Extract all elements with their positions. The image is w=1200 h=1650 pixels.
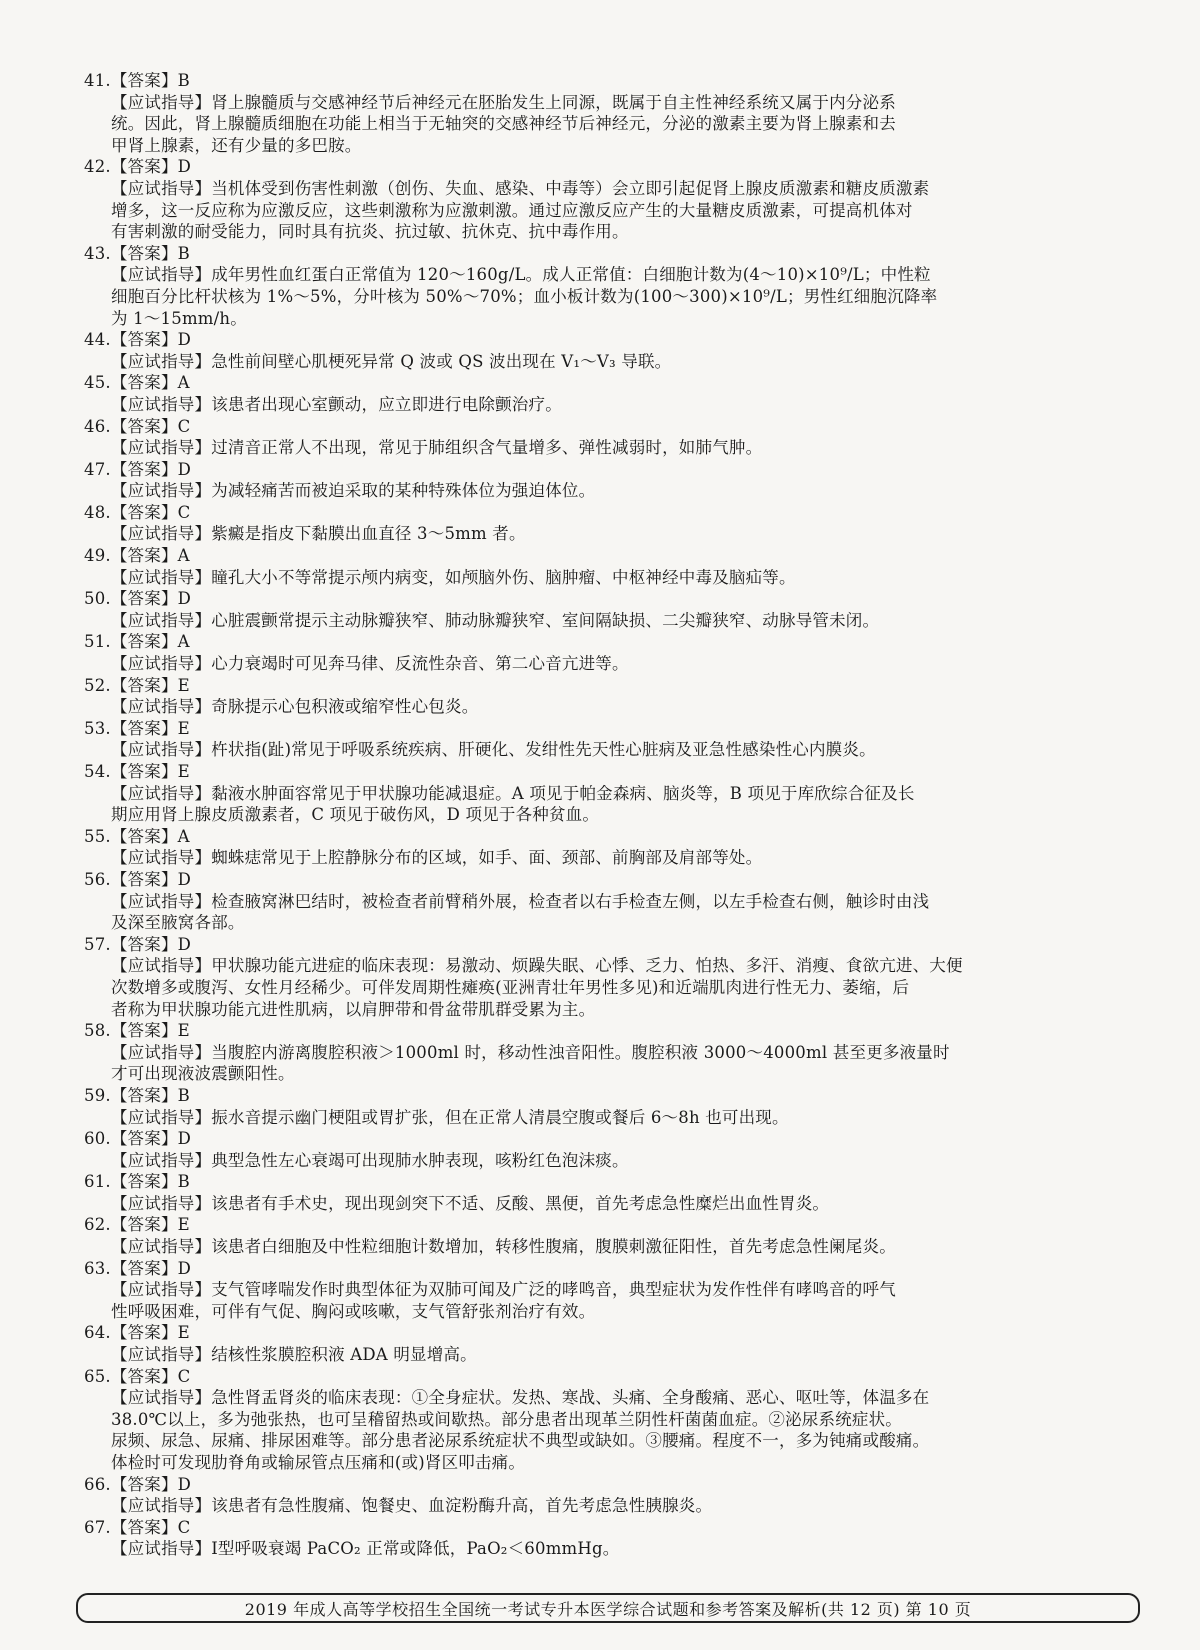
answer-label: 【答案】E bbox=[110, 1215, 190, 1235]
answer-line bbox=[84, 675, 1134, 697]
guide-continuation: 增多，这一反应称为应激反应，这些刺激称为应激刺激。通过应激反应产生的大量糖皮质激素，可提高机体对 bbox=[111, 200, 913, 220]
answer-label: 【答案】E bbox=[110, 1021, 190, 1041]
guide-continuation: 及深至腋窝各部。 bbox=[111, 913, 245, 933]
answer-line bbox=[84, 588, 1134, 610]
answer-label: 【答案】D bbox=[110, 157, 192, 177]
answer-label: 【答案】A bbox=[110, 546, 190, 566]
answer-label: 【答案】A bbox=[110, 632, 190, 652]
question-number: 49. bbox=[84, 546, 111, 566]
guide-text: 【应试指导】该患者出现心室颤动，应立即进行电除颤治疗。 bbox=[111, 394, 562, 414]
guide-text: 【应试指导】甲状腺功能亢进症的临床表现：易激动、烦躁失眠、心悸、乏力、怕热、多汗、消瘦、食欲亢进、大便 bbox=[111, 956, 963, 976]
answer-item bbox=[84, 869, 1134, 934]
question-number: 50. bbox=[84, 589, 111, 609]
answer-label: 【答案】E bbox=[110, 718, 190, 738]
answer-item bbox=[84, 826, 1134, 869]
question-number: 56. bbox=[84, 869, 111, 889]
answer-item bbox=[84, 1517, 1134, 1560]
answer-line bbox=[84, 761, 1134, 783]
answer-item bbox=[84, 502, 1134, 545]
footer-text: 2019 年成人高等学校招生全国统一考试专升本医学综合试题和参考答案及解析(共 12 页) 第 10 页 bbox=[244, 1599, 972, 1619]
guide-continuation: 细胞百分比杆状核为 1%～5%，分叶核为 50%～70%；血小板计数为(100～300)×10⁹/L；男性红细胞沉降率 bbox=[111, 286, 938, 306]
answer-line bbox=[84, 1128, 1134, 1150]
question-number: 48. bbox=[84, 502, 111, 522]
guide-continuation: 次数增多或腹泻、女性月经稀少。可伴发周期性瘫痪(亚洲青壮年男性多见)和近端肌肉进行性无力、萎缩，后 bbox=[111, 977, 910, 997]
guide-text: 【应试指导】结核性浆膜腔积液 ADA 明显增高。 bbox=[111, 1345, 477, 1365]
guide-text: 【应试指导】Ⅰ型呼吸衰竭 PaCO₂ 正常或降低，PaO₂＜60mmHg。 bbox=[111, 1539, 620, 1559]
question-number: 59. bbox=[84, 1085, 111, 1105]
question-number: 42. bbox=[84, 157, 111, 177]
answer-item bbox=[84, 372, 1134, 415]
answer-label: 【答案】B bbox=[110, 1172, 190, 1192]
answer-item bbox=[84, 934, 1134, 1020]
question-number: 66. bbox=[84, 1474, 111, 1494]
guide-text: 【应试指导】急性前间壁心肌梗死异常 Q 波或 QS 波出现在 V₁～V₃ 导联。 bbox=[111, 351, 672, 371]
answer-label: 【答案】C bbox=[110, 1517, 191, 1537]
guide-continuation: 为 1～15mm/h。 bbox=[111, 308, 247, 328]
guide-text: 【应试指导】杵状指(趾)常见于呼吸系统疾病、肝硬化、发绀性先天性心脏病及亚急性感染性心内膜炎。 bbox=[111, 740, 876, 760]
answer-line bbox=[84, 631, 1134, 653]
guide-continuation: 尿频、尿急、尿痛、排尿困难等。部分患者泌尿系统症状不典型或缺如。③腰痛。程度不一，多为钝痛或酸痛。 bbox=[111, 1431, 930, 1451]
guide-text: 【应试指导】奇脉提示心包积液或缩窄性心包炎。 bbox=[111, 697, 479, 717]
question-number: 63. bbox=[84, 1258, 111, 1278]
answer-line bbox=[84, 416, 1134, 438]
question-number: 46. bbox=[84, 416, 111, 436]
guide-text: 【应试指导】当腹腔内游离腹腔积液＞1000ml 时，移动性浊音阳性。腹腔积液 3000～4000ml 甚至更多液量时 bbox=[111, 1042, 950, 1062]
guide-continuation: 38.0℃以上，多为弛张热，也可呈稽留热或间歇热。部分患者出现革兰阴性杆菌菌血症。②泌尿系统症状。 bbox=[111, 1409, 902, 1429]
answer-line bbox=[84, 545, 1134, 567]
answer-item bbox=[84, 243, 1134, 329]
answer-item bbox=[84, 1085, 1134, 1128]
answer-label: 【答案】D bbox=[110, 1474, 192, 1494]
answer-line bbox=[84, 372, 1134, 394]
answer-item bbox=[84, 545, 1134, 588]
guide-continuation: 才可出现液波震颤阳性。 bbox=[111, 1064, 295, 1084]
guide-text: 【应试指导】典型急性左心衰竭可出现肺水肿表现，咳粉红色泡沫痰。 bbox=[111, 1150, 629, 1170]
question-number: 54. bbox=[84, 762, 111, 781]
answer-line bbox=[84, 1474, 1134, 1496]
answer-item bbox=[84, 329, 1134, 372]
answer-line bbox=[84, 934, 1134, 956]
question-number: 44. bbox=[84, 330, 111, 350]
guide-text: 【应试指导】急性肾盂肾炎的临床表现：①全身症状。发热、寒战、头痛、全身酸痛、恶心、呕吐等，体温多在 bbox=[111, 1388, 930, 1408]
guide-text: 【应试指导】黏液水肿面容常见于甲状腺功能减退症。A 项见于帕金森病、脑炎等，B 项见于库欣综合征及长 bbox=[111, 783, 915, 803]
guide-text: 【应试指导】过清音正常人不出现，常见于肺组织含气量增多、弹性减弱时，如肺气肿。 bbox=[111, 438, 763, 458]
answer-line bbox=[84, 1517, 1134, 1539]
answer-item bbox=[84, 631, 1134, 674]
answer-line bbox=[84, 1214, 1134, 1236]
answer-item bbox=[84, 70, 1134, 156]
answer-label: 【答案】A bbox=[110, 826, 190, 846]
guide-text: 【应试指导】支气管哮喘发作时典型体征为双肺可闻及广泛的哮鸣音，典型症状为发作性伴有哮鸣音的呼气 bbox=[111, 1280, 896, 1300]
question-number: 43. bbox=[84, 243, 111, 263]
question-number: 51. bbox=[84, 632, 111, 652]
answer-line bbox=[84, 1322, 1134, 1344]
answer-line bbox=[84, 826, 1134, 848]
question-number: 61. bbox=[84, 1172, 111, 1192]
answer-item bbox=[84, 1322, 1134, 1365]
answer-line bbox=[84, 718, 1134, 740]
answer-label: 【答案】D bbox=[110, 869, 192, 889]
guide-continuation: 性呼吸困难，可伴有气促、胸闷或咳嗽，支气管舒张剂治疗有效。 bbox=[111, 1301, 596, 1321]
question-number: 65. bbox=[84, 1366, 111, 1386]
answer-line bbox=[84, 70, 1134, 92]
answer-item bbox=[84, 761, 1134, 826]
answer-line bbox=[84, 1020, 1134, 1042]
guide-continuation: 有害刺激的耐受能力，同时具有抗炎、抗过敏、抗休克、抗中毒作用。 bbox=[111, 222, 629, 242]
answer-list bbox=[84, 70, 1134, 1560]
answer-label: 【答案】D bbox=[110, 589, 192, 609]
guide-text: 【应试指导】当机体受到伤害性刺激（创伤、失血、感染、中毒等）会立即引起促肾上腺皮质激素和糖皮质激素 bbox=[111, 178, 930, 198]
answer-line bbox=[84, 1258, 1134, 1280]
answer-item bbox=[84, 718, 1134, 761]
answer-line bbox=[84, 459, 1134, 481]
answer-item bbox=[84, 588, 1134, 631]
guide-text: 【应试指导】成年男性血红蛋白正常值为 120～160g/L。成人正常值：白细胞计数为(4～10)×10⁹/L；中性粒 bbox=[111, 265, 931, 285]
answer-line bbox=[84, 502, 1134, 524]
answer-line bbox=[84, 869, 1134, 891]
answer-item bbox=[84, 1171, 1134, 1214]
guide-text: 【应试指导】心力衰竭时可见奔马律、反流性杂音、第二心音亢进等。 bbox=[111, 654, 629, 674]
answer-label: 【答案】B bbox=[110, 71, 190, 90]
answer-item bbox=[84, 1214, 1134, 1257]
answer-label: 【答案】C bbox=[110, 502, 191, 522]
question-number: 45. bbox=[84, 373, 111, 393]
guide-text: 【应试指导】为减轻痛苦而被迫采取的某种特殊体位为强迫体位。 bbox=[111, 481, 596, 501]
guide-continuation: 体检时可发现肋脊角或输尿管点压痛和(或)肾区叩击痛。 bbox=[111, 1453, 526, 1472]
answer-item bbox=[84, 1366, 1134, 1474]
question-number: 58. bbox=[84, 1021, 111, 1041]
answer-line bbox=[84, 156, 1134, 178]
guide-text: 【应试指导】紫癜是指皮下黏膜出血直径 3～5mm 者。 bbox=[111, 524, 526, 544]
question-number: 62. bbox=[84, 1215, 111, 1235]
question-number: 57. bbox=[84, 934, 111, 954]
guide-continuation: 甲肾上腺素，还有少量的多巴胺。 bbox=[111, 135, 362, 155]
answer-label: 【答案】B bbox=[110, 243, 190, 263]
guide-text: 【应试指导】该患者有手术史，现出现剑突下不适、反酸、黑便，首先考虑急性糜烂出血性胃炎。 bbox=[111, 1193, 830, 1213]
answer-label: 【答案】D bbox=[110, 934, 192, 954]
answer-label: 【答案】D bbox=[110, 1258, 192, 1278]
question-number: 53. bbox=[84, 718, 111, 738]
question-number: 60. bbox=[84, 1129, 111, 1149]
guide-text: 【应试指导】心脏震颤常提示主动脉瓣狭窄、肺动脉瓣狭窄、室间隔缺损、二尖瓣狭窄、动脉导管未闭。 bbox=[111, 610, 880, 630]
guide-continuation: 期应用肾上腺皮质激素者，C 项见于破伤风，D 项见于各种贫血。 bbox=[111, 805, 600, 825]
guide-text: 【应试指导】瞳孔大小不等常提示颅内病变，如颅脑外伤、脑肿瘤、中枢神经中毒及脑疝等。 bbox=[111, 567, 796, 587]
question-number: 55. bbox=[84, 826, 111, 846]
answer-item bbox=[84, 1128, 1134, 1171]
question-number: 41. bbox=[84, 71, 111, 90]
answer-line bbox=[84, 329, 1134, 351]
answer-label: 【答案】A bbox=[110, 373, 190, 393]
question-number: 64. bbox=[84, 1323, 111, 1343]
answer-label: 【答案】D bbox=[110, 1129, 192, 1149]
answer-item bbox=[84, 675, 1134, 718]
answer-label: 【答案】C bbox=[110, 1366, 191, 1386]
guide-text: 【应试指导】该患者白细胞及中性粒细胞计数增加，转移性腹痛，腹膜刺激征阳性，首先考虑急性阑尾炎。 bbox=[111, 1237, 896, 1257]
guide-continuation: 者称为甲状腺功能亢进性肌病，以肩胛带和骨盆带肌群受累为主。 bbox=[111, 999, 596, 1019]
answer-line bbox=[84, 1366, 1134, 1388]
answer-item bbox=[84, 1474, 1134, 1517]
answer-item bbox=[84, 1258, 1134, 1323]
answer-item bbox=[84, 416, 1134, 459]
answer-label: 【答案】E bbox=[110, 762, 190, 781]
answer-label: 【答案】E bbox=[110, 675, 190, 695]
answer-line bbox=[84, 1085, 1134, 1107]
answer-line bbox=[84, 1171, 1134, 1193]
answer-item bbox=[84, 156, 1134, 242]
guide-text: 【应试指导】检查腋窝淋巴结时，被检查者前臂稍外展，检查者以右手检查左侧，以左手检查右侧，触诊时由浅 bbox=[111, 891, 930, 911]
answer-label: 【答案】E bbox=[110, 1323, 190, 1343]
guide-text: 【应试指导】该患者有急性腹痛、饱餐史、血淀粉酶升高，首先考虑急性胰腺炎。 bbox=[111, 1496, 713, 1516]
answer-label: 【答案】D bbox=[110, 459, 192, 479]
answer-label: 【答案】D bbox=[110, 330, 192, 350]
question-number: 47. bbox=[84, 459, 111, 479]
answer-label: 【答案】B bbox=[110, 1085, 190, 1105]
answer-label: 【答案】C bbox=[110, 416, 191, 436]
page-footer bbox=[76, 1593, 1140, 1623]
guide-text: 【应试指导】肾上腺髓质与交感神经节后神经元在胚胎发生上同源，既属于自主性神经系统又属于内分泌系 bbox=[111, 92, 896, 112]
guide-continuation: 统。因此，肾上腺髓质细胞在功能上相当于无轴突的交感神经节后神经元，分泌的激素主要为肾上腺素和去 bbox=[111, 114, 896, 134]
question-number: 52. bbox=[84, 675, 111, 695]
answer-line bbox=[84, 243, 1134, 265]
question-number: 67. bbox=[84, 1517, 111, 1537]
guide-text: 【应试指导】振水音提示幽门梗阻或胃扩张，但在正常人清晨空腹或餐后 6～8h 也可出现。 bbox=[111, 1107, 789, 1127]
answer-item bbox=[84, 1020, 1134, 1085]
answer-item bbox=[84, 459, 1134, 502]
guide-text: 【应试指导】蜘蛛痣常见于上腔静脉分布的区域，如手、面、颈部、前胸部及肩部等处。 bbox=[111, 848, 763, 868]
